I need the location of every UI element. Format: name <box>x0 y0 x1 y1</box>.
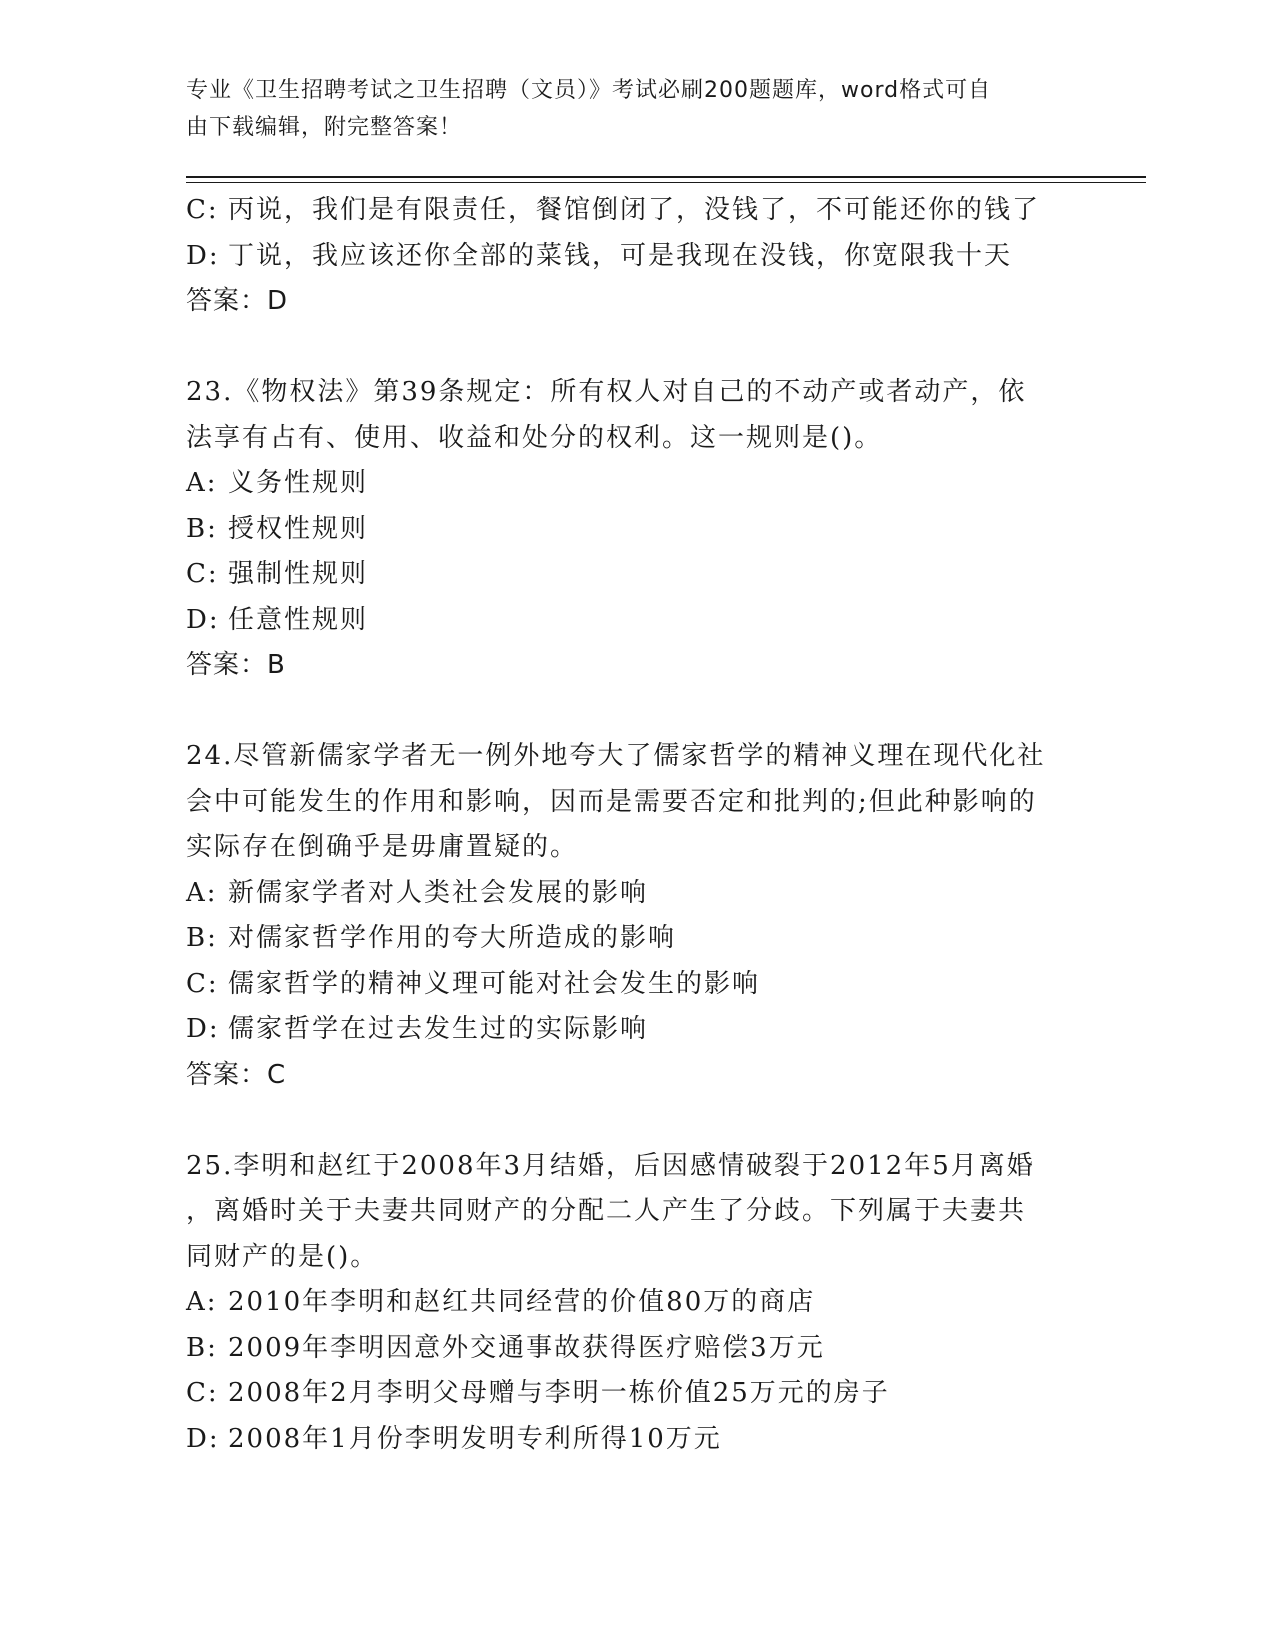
option-letter: A: <box>186 1287 218 1317</box>
q23-option-a <box>186 461 1066 507</box>
option-text: 儒家哲学在过去发生过的实际影响 <box>228 1014 649 1044</box>
option-text: 强制性规则 <box>228 559 369 589</box>
option-letter: C: <box>186 1378 219 1408</box>
header-line-1: 专业《卫生招聘考试之卫生招聘（文员）》考试必刷200题题库，word格式可自 <box>186 78 992 103</box>
option-letter: B: <box>186 1332 218 1363</box>
q23-stem-line-1: 23.《物权法》第39条规定：所有权人对自己的不动产或者动产，依 <box>186 377 1027 407</box>
option-letter: A: <box>186 877 218 908</box>
option-text: 义务性规则 <box>228 468 369 498</box>
q23-answer: 答案：B <box>186 650 286 680</box>
option-text: 2009年李明因意外交通事故获得医疗赔偿3万元 <box>228 1332 825 1363</box>
q24-stem-line-1: 24.尽管新儒家学者无一例外地夸大了儒家哲学的精神义理在现代化社 <box>186 741 1046 771</box>
q23-stem-line-2: 法享有占有、使用、收益和处分的权利。这一规则是()。 <box>186 422 883 453</box>
option-text: 2010年李明和赵红共同经营的价值80万的商店 <box>228 1287 816 1317</box>
q25-option-b <box>186 1326 1066 1372</box>
q22-option-d <box>186 234 1066 280</box>
option-letter: D: <box>186 604 220 635</box>
option-letter: D: <box>186 1014 220 1044</box>
q23-option-b <box>186 507 1066 553</box>
q24-answer: 答案：C <box>186 1059 287 1090</box>
q23-option-c <box>186 552 1066 598</box>
q25-stem-line-1: 25.李明和赵红于2008年3月结婚，后因感情破裂于2012年5月离婚 <box>186 1150 1035 1181</box>
q25-option-c <box>186 1371 1066 1417</box>
option-text: 任意性规则 <box>228 604 369 635</box>
q24-option-b <box>186 916 1066 962</box>
option-letter: C: <box>186 559 219 589</box>
option-letter: C: <box>186 968 219 999</box>
q24-option-d <box>186 1007 1066 1053</box>
option-text: 2008年2月李明父母赠与李明一栋价值25万元的房子 <box>228 1378 890 1408</box>
option-text: 授权性规则 <box>228 513 369 544</box>
q24-option-c <box>186 962 1066 1008</box>
option-letter: D: <box>186 240 220 271</box>
q25-option-d <box>186 1417 1066 1463</box>
option-text: 新儒家学者对人类社会发展的影响 <box>228 877 649 908</box>
option-letter: B: <box>186 513 218 544</box>
q25-stem-line-2: ，离婚时关于夫妻共同财产的分配二人产生了分歧。下列属于夫妻共 <box>186 1196 1027 1226</box>
header-line-2: 由下载编辑，附完整答案！ <box>186 115 463 140</box>
option-text: 儒家哲学的精神义理可能对社会发生的影响 <box>228 968 761 999</box>
option-text: 丁说，我应该还你全部的菜钱，可是我现在没钱，你宽限我十天 <box>228 240 1013 271</box>
option-letter: C: <box>186 195 219 225</box>
option-text: 对儒家哲学作用的夸大所造成的影响 <box>228 923 677 953</box>
q25-stem-line-3: 同财产的是()。 <box>186 1241 379 1272</box>
header-divider-thin <box>186 182 1146 183</box>
option-text: 丙说，我们是有限责任，餐馆倒闭了，没钱了，不可能还你的钱了 <box>228 195 1041 225</box>
q22-answer: 答案：D <box>186 286 289 316</box>
option-letter: B: <box>186 923 218 953</box>
option-letter: D: <box>186 1423 220 1454</box>
option-letter: A: <box>186 468 218 498</box>
q24-option-a <box>186 871 1066 917</box>
q23-option-d <box>186 598 1066 644</box>
header-divider-thick <box>186 176 1146 178</box>
q22-option-c <box>186 188 1066 234</box>
document-header <box>186 72 1066 146</box>
option-text: 2008年1月份李明发明专利所得10万元 <box>228 1423 722 1454</box>
document-body <box>186 188 1066 1462</box>
q24-stem-line-3: 实际存在倒确乎是毋庸置疑的。 <box>186 832 579 862</box>
q24-stem-line-2: 会中可能发生的作用和影响，因而是需要否定和批判的;但此种影响的 <box>186 786 1037 817</box>
q25-option-a <box>186 1280 1066 1326</box>
